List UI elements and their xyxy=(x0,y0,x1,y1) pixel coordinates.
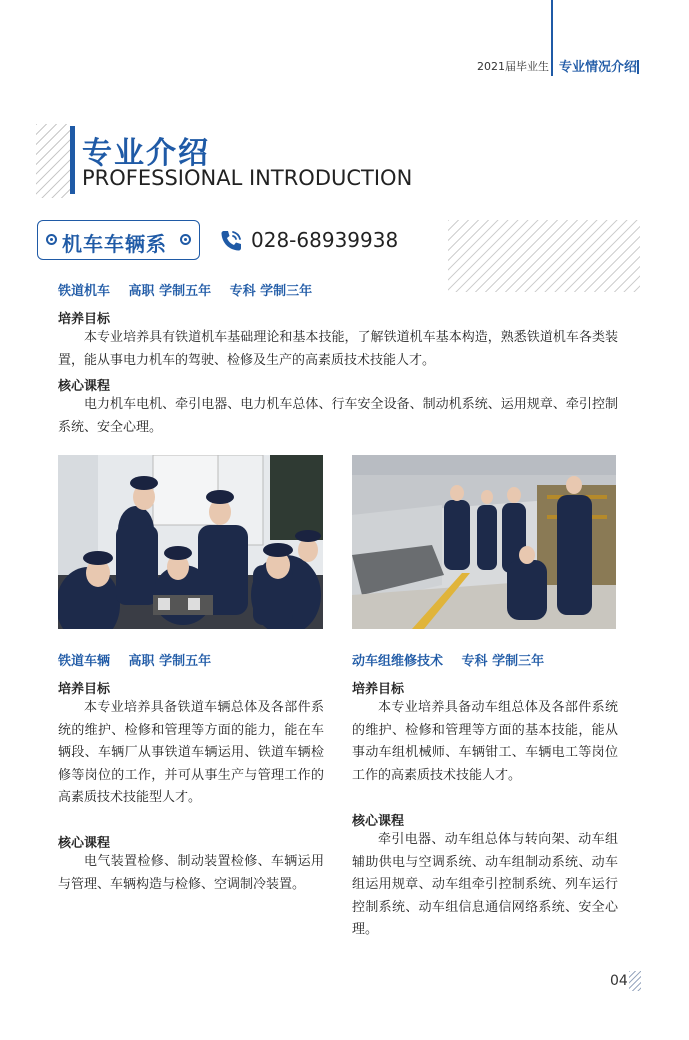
goal-label: 培养目标 xyxy=(352,682,405,697)
department-phone: 028-68939938 xyxy=(251,228,399,252)
program-level: 专科 学制三年 xyxy=(229,284,313,299)
page-number: 04 xyxy=(610,973,628,989)
department-badge xyxy=(37,220,200,260)
decorative-hatch-left xyxy=(36,124,70,198)
program-heading-railway-vehicle xyxy=(58,650,225,669)
course-text: 电力机车电机、牵引电器、电力机车总体、行车安全设备、制动机系统、运用规章、牵引控制系统、安全心理。 xyxy=(58,397,618,435)
section-title-en: PROFESSIONAL INTRODUCTION xyxy=(82,166,413,190)
page-number-decoration xyxy=(629,971,641,991)
program-heading-emu-maintenance xyxy=(352,650,558,669)
header-section-label: 专业情况介绍 xyxy=(559,60,638,75)
program-name: 铁道机车 xyxy=(58,284,111,299)
header-divider xyxy=(551,0,553,76)
goal-label: 培养目标 xyxy=(58,312,111,327)
course-label: 核心课程 xyxy=(58,379,111,394)
course-text: 牵引电器、动车组总体与转向架、动车组辅助供电与空调系统、动车组制动系统、动车组运用规章、动车组牵引控制系统、列车运行控制系统、动车组信息通信网络系统、安全心理。 xyxy=(352,832,618,937)
program-level: 高职 学制五年 xyxy=(128,654,212,669)
header-accent-mark xyxy=(637,60,639,74)
goal-label: 培养目标 xyxy=(58,682,111,697)
program-name: 动车组维修技术 xyxy=(352,654,444,669)
bullet-icon xyxy=(180,234,191,245)
course-label: 核心课程 xyxy=(352,814,405,829)
photo-students-training xyxy=(58,455,323,629)
photo-emu-maintenance xyxy=(352,455,616,629)
decorative-hatch-right xyxy=(448,220,640,292)
department-name: 机车车辆系 xyxy=(62,232,167,256)
goal-text: 本专业培养具有铁道机车基础理论和基本技能，了解铁道机车基本构造，熟悉铁道机车各类装置，能从事电力机车的驾驶、检修及生产的高素质技术技能人才。 xyxy=(58,330,618,368)
goal-text: 本专业培养具备动车组总体及各部件系统的维护、检修和管理等方面的基本技能，能从事动车组机械师、车辆钳工、车辆电工等岗位工作的高素质技术技能人才。 xyxy=(352,700,618,783)
course-text: 电气装置检修、制动装置检修、车辆运用与管理、车辆构造与检修、空调制冷装置。 xyxy=(58,854,324,892)
header-year-label: 2021届毕业生 xyxy=(477,60,549,73)
course-label: 核心课程 xyxy=(58,836,111,851)
section-title-cn: 专业介绍 xyxy=(82,136,210,171)
program-level: 高职 学制五年 xyxy=(128,284,212,299)
program-level: 专科 学制三年 xyxy=(461,654,545,669)
program-name: 铁道车辆 xyxy=(58,654,111,669)
bullet-icon xyxy=(46,234,57,245)
program-heading-railway-locomotive xyxy=(58,280,326,299)
section-accent-bar xyxy=(70,126,75,194)
phone-icon xyxy=(218,228,244,254)
goal-text: 本专业培养具备铁道车辆总体及各部件系统的维护、检修和管理等方面的能力，能在车辆段、车辆厂从事铁道车辆运用、铁道车辆检修等岗位的工作，并可从事生产与管理工作的高素质技术技能型人才。 xyxy=(58,700,324,805)
